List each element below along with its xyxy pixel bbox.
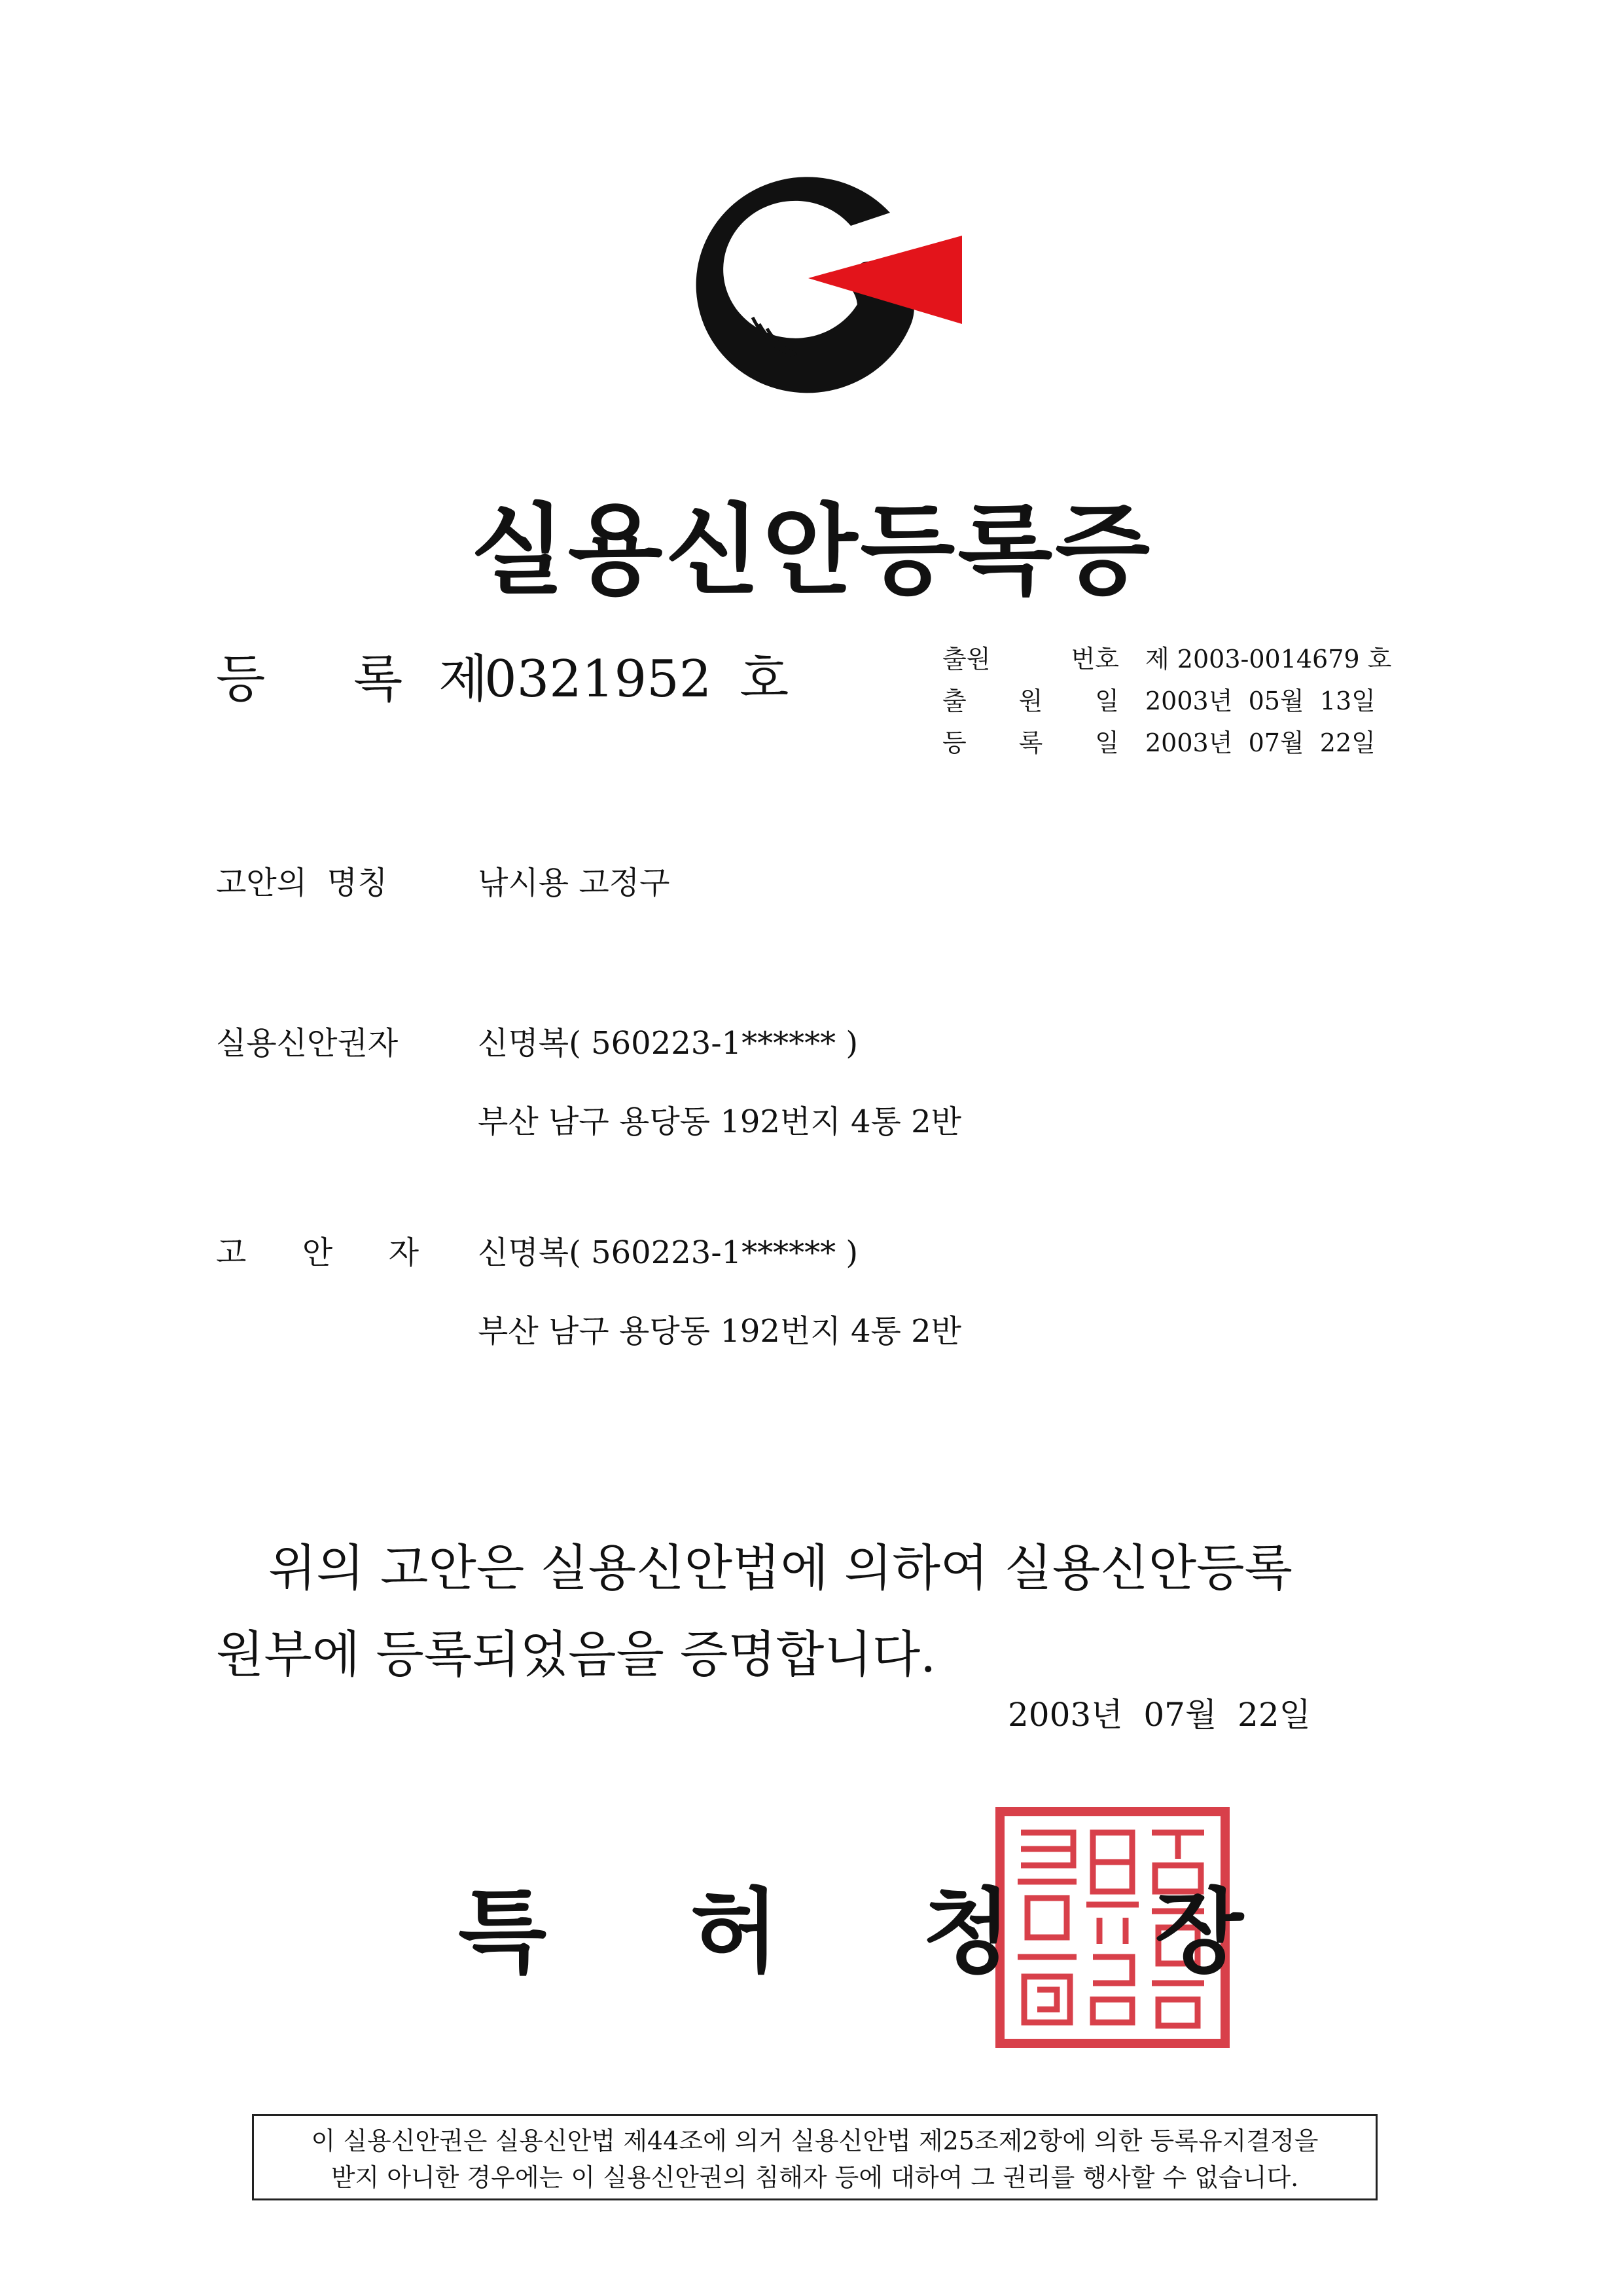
creator-address: 부산 남구 용당동 192번지 4통 2반	[478, 1313, 962, 1350]
statement-line-1: 위의 고안은 실용신안법에 의하여 실용신안등록	[268, 1539, 1293, 1597]
right-holder-name: 신명복( 560223-1****** )	[478, 1025, 859, 1062]
info-label-part: 번호	[1071, 645, 1119, 673]
registration-number-value: 0321952	[484, 650, 712, 709]
application-number-row	[942, 638, 1420, 680]
info-label-part: 원	[1018, 687, 1043, 715]
certification-statement	[216, 1525, 1433, 1698]
device-name-label: 고안의 명칭	[216, 865, 388, 901]
issuer-char: 허	[690, 1878, 779, 1986]
application-date-value: 2003년 05월 13일	[1145, 687, 1376, 715]
issue-date: 2003년 07월 22일	[1008, 1696, 1311, 1734]
info-label-part: 등	[942, 728, 967, 757]
registration-date-value: 2003년 07월 22일	[1145, 728, 1376, 757]
info-label-part: 출원	[942, 645, 991, 673]
registration-suffix: 호	[740, 650, 789, 709]
info-label-part: 일	[1095, 728, 1119, 757]
registration-label-3: 제	[438, 650, 488, 709]
application-date-row	[942, 680, 1420, 722]
legal-notice-box	[252, 2114, 1378, 2200]
creator-name: 신명복( 560223-1****** )	[478, 1234, 859, 1271]
right-holder-address: 부산 남구 용당동 192번지 4통 2반	[478, 1103, 962, 1140]
issuer	[458, 1859, 1243, 1990]
issuer-char: 청	[922, 1878, 1012, 1986]
info-label-part: 일	[1095, 687, 1119, 715]
application-number-value: 제 2003-0014679 호	[1145, 645, 1392, 673]
statement-line-2: 원부에 등록되었음을 증명합니다.	[216, 1625, 936, 1683]
info-label-part: 출	[942, 687, 967, 715]
issuer-char: 장	[1154, 1878, 1243, 1986]
issuer-char: 특	[458, 1878, 547, 1986]
application-info	[942, 638, 1420, 764]
creator-label: 고 안 자	[216, 1234, 419, 1271]
notice-line-1: 이 실용신안권은 실용신안법 제44조에 의거 실용신안법 제25조제2항에 의한 등록유지결정을	[311, 2126, 1319, 2155]
certificate-title: 실용신안등록증	[470, 494, 1153, 608]
registration-number	[216, 638, 789, 711]
registration-label-2: 록	[353, 650, 403, 709]
right-holder-label: 실용신안권자	[216, 1025, 399, 1062]
notice-line-2: 받지 아니한 경우에는 이 실용신안권의 침해자 등에 대하여 그 권리를 행사할 수 없습니다.	[330, 2163, 1299, 2192]
kipo-logo	[694, 164, 969, 406]
info-label-part: 록	[1018, 728, 1043, 757]
registration-label-1: 등	[216, 650, 266, 709]
device-name-value: 낚시용 고정구	[478, 865, 670, 901]
registration-date-row	[942, 722, 1420, 764]
